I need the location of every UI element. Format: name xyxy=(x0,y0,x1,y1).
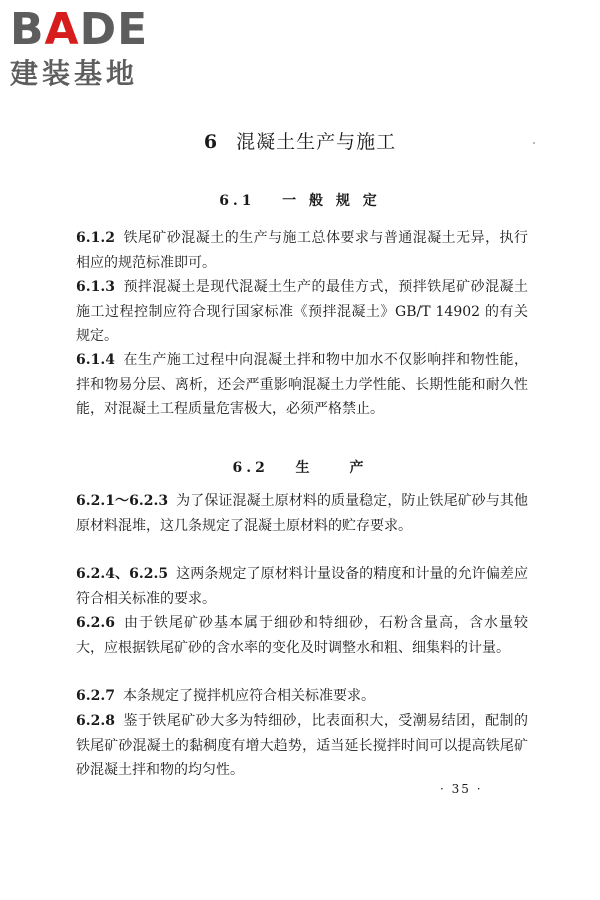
clause-text: 为了保证混凝土原材料的质量稳定，防止铁尾矿砂与其他原材料混堆，这几条规定了混凝土原材料的贮存要求。 xyxy=(76,493,529,534)
clause-number: 6.2.4、6.2.5 xyxy=(76,566,169,582)
clause-paragraph xyxy=(76,562,528,611)
clause-text: 在生产施工过程中向混凝土拌和物中加水不仅影响拌和物性能，拌和物易分层、离析，还会严重影响混凝土力学性能、长期性能和耐久性能，对混凝土工程质量危害极大，必须严格禁止。 xyxy=(76,352,528,417)
clause-paragraph xyxy=(76,348,528,422)
clause-paragraph xyxy=(76,611,528,660)
clause-text: 预拌混凝土是现代混凝土生产的最佳方式，预拌铁尾矿砂混凝土施工过程控制应符合现行国家标准《预拌混凝土》GB/T 14902 的有关规定。 xyxy=(76,279,528,344)
section-heading-6-2 xyxy=(0,457,600,477)
brand-logo xyxy=(10,4,180,92)
clause-text: 铁尾矿砂混凝土的生产与施工总体要求与普通混凝土无异，执行相应的规范标准即可。 xyxy=(76,230,528,271)
clause-text: 由于铁尾矿砂基本属于细砂和特细砂，石粉含量高，含水量较大，应根据铁尾矿砂的含水率的变化及时调整水和粗、细集料的计量。 xyxy=(76,615,528,656)
clause-text: 本条规定了搅拌机应符合相关标准要求。 xyxy=(122,688,375,704)
clause-text: 鉴于铁尾矿砂大多为特细砂，比表面积大，受潮易结团，配制的铁尾矿砂混凝土的黏稠度有增大趋势，适当延长搅拌时间可以提高铁尾矿砂混凝土拌和物的均匀性。 xyxy=(76,713,528,778)
clause-paragraph xyxy=(76,709,528,783)
clause-number: 6.2.7 xyxy=(76,688,115,704)
clause-text: 这两条规定了原材料计量设备的精度和计量的允许偏差应符合相关标准的要求。 xyxy=(76,566,529,607)
chapter-title: 混凝土生产与施工 xyxy=(236,131,397,153)
chapter-heading xyxy=(0,128,600,156)
section-title: 一 般 规 定 xyxy=(282,193,381,209)
clause-number: 6.2.6 xyxy=(76,615,115,631)
clause-paragraph xyxy=(76,489,528,538)
clause-number: 6.2.8 xyxy=(76,713,115,729)
clause-number: 6.1.3 xyxy=(76,279,115,295)
clause-number: 6.1.4 xyxy=(76,352,115,368)
section-number: 6.1 xyxy=(219,193,256,209)
logo-wordmark: BADE xyxy=(10,4,149,55)
section-heading-6-1 xyxy=(0,190,600,210)
chapter-number: 6 xyxy=(203,131,219,153)
clause-paragraph xyxy=(76,226,528,275)
clause-paragraph xyxy=(76,684,528,709)
page-number: · 35 · xyxy=(440,782,483,796)
logo-subtitle: 建装基地 xyxy=(10,57,139,90)
section-number: 6.2 xyxy=(232,460,269,476)
clause-paragraph xyxy=(76,275,528,349)
section-title: 生 产 xyxy=(295,460,368,476)
clause-number: 6.1.2 xyxy=(76,230,115,246)
clause-number: 6.2.1～6.2.3 xyxy=(76,493,169,509)
